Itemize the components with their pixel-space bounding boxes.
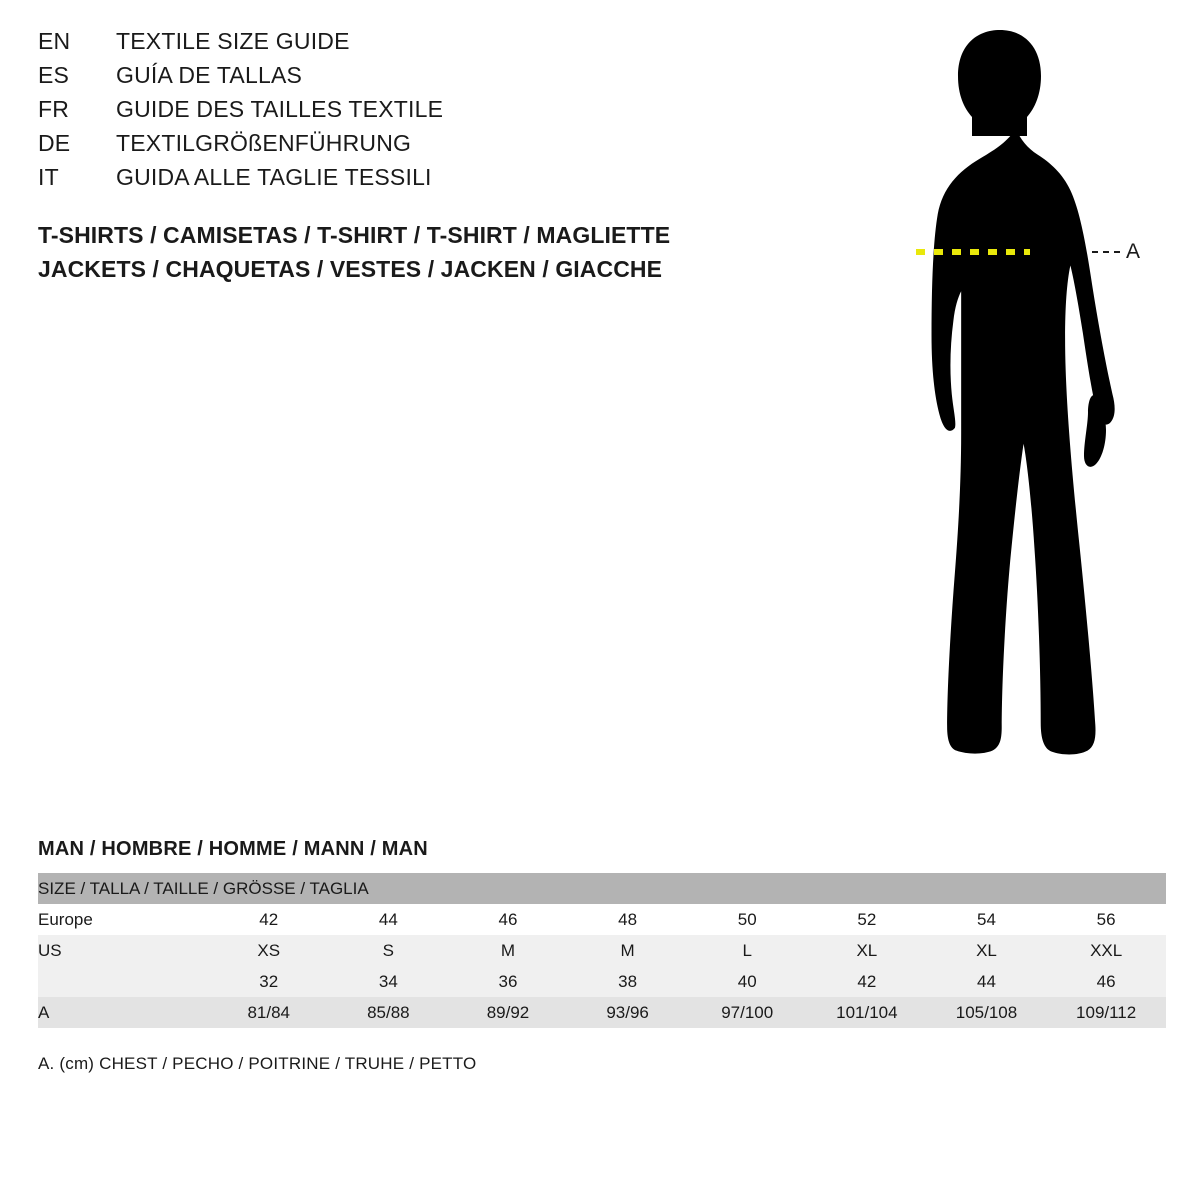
table-cell: 101/104 — [836, 1002, 898, 1022]
row-label: US — [38, 940, 62, 960]
table-cell: XS — [257, 940, 281, 960]
language-title: TEXTILE SIZE GUIDE — [116, 28, 350, 54]
table-cell: 46 — [1096, 971, 1116, 991]
table-row — [38, 966, 1166, 997]
table-cell: 109/112 — [1076, 1002, 1137, 1022]
language-code: EN — [38, 28, 71, 54]
chest-leader-line — [1092, 251, 1120, 253]
size-table — [38, 873, 1166, 1028]
table-cell: 42 — [259, 909, 279, 929]
table-cell: 50 — [737, 909, 757, 929]
language-title: GUÍA DE TALLAS — [116, 62, 303, 88]
table-cell: 81/84 — [247, 1002, 290, 1022]
row-label — [38, 966, 209, 997]
table-cell: S — [382, 940, 395, 960]
language-title: GUIDE DES TAILLES TEXTILE — [116, 96, 444, 122]
language-row — [38, 28, 758, 62]
table-cell: 46 — [498, 909, 518, 929]
table-cell: 52 — [857, 909, 877, 929]
row-label: A — [38, 1002, 50, 1022]
language-row — [38, 62, 758, 96]
table-row — [38, 997, 1166, 1028]
table-cell: 105/108 — [955, 1002, 1018, 1022]
silhouette-svg — [830, 18, 1170, 788]
table-cell: 44 — [977, 971, 996, 991]
table-cell: 42 — [857, 971, 877, 991]
table-footnote: A. (cm) CHEST / PECHO / POITRINE / TRUHE / PETTO — [38, 1054, 477, 1073]
language-title: GUIDA ALLE TAGLIE TESSILI — [116, 164, 432, 190]
table-cell: L — [742, 940, 752, 960]
table-cell: M — [500, 940, 516, 960]
chest-marker-label: A — [1126, 240, 1141, 263]
language-code: FR — [38, 96, 70, 122]
table-cell: XL — [856, 940, 878, 960]
size-table-section — [38, 838, 1166, 1074]
garment-category-jackets: JACKETS / CHAQUETAS / VESTES / JACKEN / GIACCHE — [38, 256, 663, 282]
table-cell: XL — [976, 940, 997, 960]
language-row — [38, 130, 758, 164]
table-cell: 85/88 — [367, 1002, 410, 1022]
body-silhouette-figure — [830, 18, 1170, 788]
garment-category-list — [38, 218, 798, 286]
table-cell: 97/100 — [721, 1002, 774, 1022]
table-cell: 56 — [1096, 909, 1116, 929]
table-row — [38, 935, 1166, 966]
table-cell: 54 — [977, 909, 996, 929]
table-cell: XXL — [1090, 940, 1123, 960]
language-row — [38, 164, 758, 198]
language-code: DE — [38, 130, 71, 156]
language-row — [38, 96, 758, 130]
table-cell: 44 — [378, 909, 398, 929]
table-cell: 38 — [618, 971, 638, 991]
size-table-group-title: MAN / HOMBRE / HOMME / MANN / MAN — [38, 838, 428, 860]
table-row — [38, 904, 1166, 935]
table-cell: 36 — [498, 971, 518, 991]
table-cell: 40 — [737, 971, 757, 991]
table-cell: 32 — [259, 971, 279, 991]
table-cell: 93/96 — [606, 1002, 649, 1022]
language-title: TEXTILGRÖßENFÜHRUNG — [116, 130, 412, 156]
size-header-label: SIZE / TALLA / TAILLE / GRÖSSE / TAGLIA — [38, 878, 369, 898]
table-cell: 48 — [618, 909, 638, 929]
language-title-list — [38, 28, 758, 198]
language-code: ES — [38, 62, 70, 88]
table-cell: 34 — [378, 971, 398, 991]
language-code: IT — [38, 164, 59, 190]
row-label: Europe — [38, 909, 93, 929]
garment-category-tshirts: T-SHIRTS / CAMISETAS / T-SHIRT / T-SHIRT / MAGLIETTE — [38, 222, 671, 248]
table-cell: 89/92 — [486, 1002, 530, 1022]
table-cell: M — [620, 940, 635, 960]
table-header-row — [38, 873, 1166, 904]
